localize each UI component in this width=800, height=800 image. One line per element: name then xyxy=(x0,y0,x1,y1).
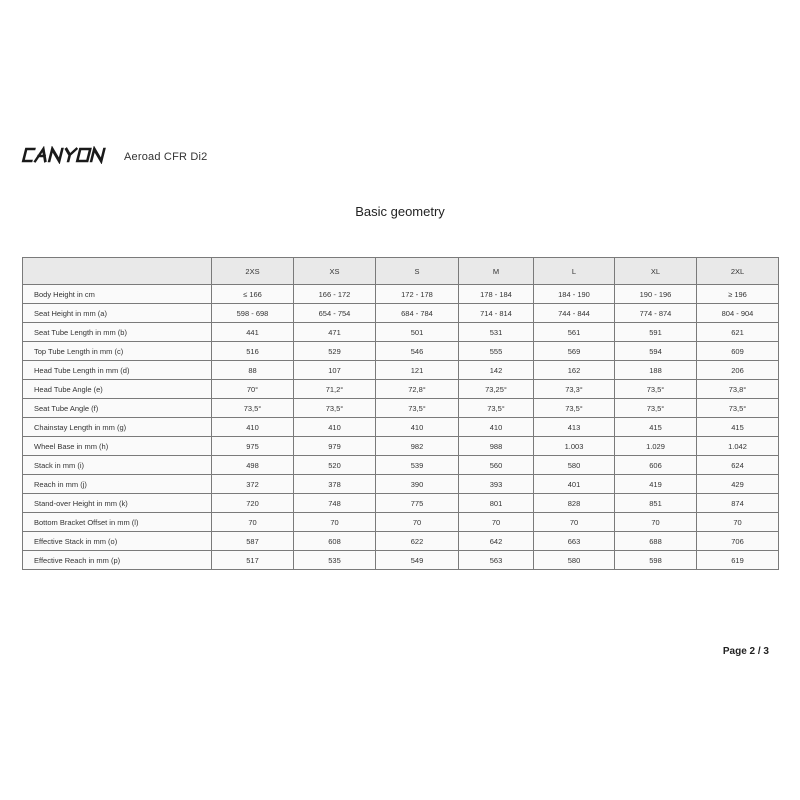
row-label: Chainstay Length in mm (g) xyxy=(23,418,212,437)
table-cell: 88 xyxy=(212,361,294,380)
table-cell: 142 xyxy=(459,361,534,380)
row-label: Top Tube Length in mm (c) xyxy=(23,342,212,361)
table-cell: 378 xyxy=(294,475,376,494)
table-cell: 684 - 784 xyxy=(376,304,459,323)
size-header-m: M xyxy=(459,258,534,285)
table-cell: 975 xyxy=(212,437,294,456)
table-cell: 172 - 178 xyxy=(376,285,459,304)
table-cell: 401 xyxy=(534,475,615,494)
size-header-2xl: 2XL xyxy=(697,258,779,285)
table-cell: 190 - 196 xyxy=(615,285,697,304)
size-header-2xs: 2XS xyxy=(212,258,294,285)
table-cell: 535 xyxy=(294,551,376,570)
table-cell: 720 xyxy=(212,494,294,513)
table-cell: 73,5° xyxy=(615,380,697,399)
table-cell: 413 xyxy=(534,418,615,437)
table-cell: 520 xyxy=(294,456,376,475)
row-label: Seat Tube Length in mm (b) xyxy=(23,323,212,342)
table-cell: 206 xyxy=(697,361,779,380)
section-title: Basic geometry xyxy=(355,204,445,219)
table-row xyxy=(23,532,779,551)
table-cell: 73,8° xyxy=(697,380,779,399)
table-cell: 415 xyxy=(615,418,697,437)
table-row xyxy=(23,418,779,437)
table-cell: 608 xyxy=(294,532,376,551)
canyon-logo xyxy=(21,146,115,164)
table-cell: 688 xyxy=(615,532,697,551)
table-cell: 851 xyxy=(615,494,697,513)
table-cell: 569 xyxy=(534,342,615,361)
table-cell: 188 xyxy=(615,361,697,380)
table-cell: 714 - 814 xyxy=(459,304,534,323)
table-cell: 73,5° xyxy=(697,399,779,418)
table-cell: 73,3° xyxy=(534,380,615,399)
table-cell: 178 - 184 xyxy=(459,285,534,304)
table-cell: 598 - 698 xyxy=(212,304,294,323)
table-cell: 70 xyxy=(294,513,376,532)
table-cell: 1.042 xyxy=(697,437,779,456)
table-cell: 410 xyxy=(459,418,534,437)
table-cell: 580 xyxy=(534,551,615,570)
table-cell: 73,5° xyxy=(294,399,376,418)
row-label: Seat Tube Angle (f) xyxy=(23,399,212,418)
table-cell: 804 - 904 xyxy=(697,304,779,323)
table-row xyxy=(23,323,779,342)
table-row xyxy=(23,437,779,456)
table-row xyxy=(23,342,779,361)
table-cell: 73,5° xyxy=(376,399,459,418)
table-cell: 619 xyxy=(697,551,779,570)
table-cell: 471 xyxy=(294,323,376,342)
table-cell: 609 xyxy=(697,342,779,361)
table-row xyxy=(23,551,779,570)
geometry-table xyxy=(22,257,779,570)
table-cell: 587 xyxy=(212,532,294,551)
table-cell: 744 - 844 xyxy=(534,304,615,323)
table-cell: 1.003 xyxy=(534,437,615,456)
table-cell: 72,8° xyxy=(376,380,459,399)
table-cell: 410 xyxy=(212,418,294,437)
table-cell: 663 xyxy=(534,532,615,551)
table-row xyxy=(23,399,779,418)
table-cell: 828 xyxy=(534,494,615,513)
table-cell: 393 xyxy=(459,475,534,494)
row-label: Reach in mm (j) xyxy=(23,475,212,494)
table-cell: 70 xyxy=(376,513,459,532)
table-cell: 874 xyxy=(697,494,779,513)
table-cell: 516 xyxy=(212,342,294,361)
row-label: Body Height in cm xyxy=(23,285,212,304)
table-cell: 748 xyxy=(294,494,376,513)
table-cell: 184 - 190 xyxy=(534,285,615,304)
table-cell: 410 xyxy=(376,418,459,437)
table-cell: 419 xyxy=(615,475,697,494)
table-cell: 563 xyxy=(459,551,534,570)
table-row xyxy=(23,475,779,494)
table-cell: 598 xyxy=(615,551,697,570)
table-cell: ≥ 196 xyxy=(697,285,779,304)
table-cell: 501 xyxy=(376,323,459,342)
table-cell: 561 xyxy=(534,323,615,342)
table-cell: 654 - 754 xyxy=(294,304,376,323)
size-header-s: S xyxy=(376,258,459,285)
table-cell: 107 xyxy=(294,361,376,380)
table-cell: 73,5° xyxy=(459,399,534,418)
table-cell: 73,25° xyxy=(459,380,534,399)
row-label: Effective Reach in mm (p) xyxy=(23,551,212,570)
row-label: Seat Height in mm (a) xyxy=(23,304,212,323)
table-cell: 166 - 172 xyxy=(294,285,376,304)
table-cell: 517 xyxy=(212,551,294,570)
table-row xyxy=(23,285,779,304)
row-label: Head Tube Angle (e) xyxy=(23,380,212,399)
table-row xyxy=(23,456,779,475)
table-cell: 70° xyxy=(212,380,294,399)
row-label: Stand-over Height in mm (k) xyxy=(23,494,212,513)
table-corner-cell xyxy=(23,258,212,285)
table-cell: 621 xyxy=(697,323,779,342)
table-cell: 624 xyxy=(697,456,779,475)
table-cell: 591 xyxy=(615,323,697,342)
table-row xyxy=(23,513,779,532)
row-label: Bottom Bracket Offset in mm (l) xyxy=(23,513,212,532)
table-cell: 560 xyxy=(459,456,534,475)
table-cell: 529 xyxy=(294,342,376,361)
row-label: Effective Stack in mm (o) xyxy=(23,532,212,551)
table-cell: 1.029 xyxy=(615,437,697,456)
svg-text:CANYON: CANYON xyxy=(21,146,26,147)
row-label: Head Tube Length in mm (d) xyxy=(23,361,212,380)
table-cell: 70 xyxy=(459,513,534,532)
table-cell: 774 - 874 xyxy=(615,304,697,323)
row-label: Stack in mm (i) xyxy=(23,456,212,475)
table-cell: 531 xyxy=(459,323,534,342)
table-row xyxy=(23,361,779,380)
table-cell: 390 xyxy=(376,475,459,494)
table-cell: 415 xyxy=(697,418,779,437)
table-cell: 555 xyxy=(459,342,534,361)
table-cell: 73,5° xyxy=(534,399,615,418)
table-cell: 498 xyxy=(212,456,294,475)
table-cell: 622 xyxy=(376,532,459,551)
table-row xyxy=(23,380,779,399)
table-cell: 429 xyxy=(697,475,779,494)
table-cell: 549 xyxy=(376,551,459,570)
table-cell: ≤ 166 xyxy=(212,285,294,304)
table-cell: 775 xyxy=(376,494,459,513)
row-label: Wheel Base in mm (h) xyxy=(23,437,212,456)
table-cell: 706 xyxy=(697,532,779,551)
table-row xyxy=(23,304,779,323)
size-header-l: L xyxy=(534,258,615,285)
table-cell: 372 xyxy=(212,475,294,494)
table-cell: 546 xyxy=(376,342,459,361)
size-header-xs: XS xyxy=(294,258,376,285)
table-cell: 982 xyxy=(376,437,459,456)
table-cell: 801 xyxy=(459,494,534,513)
table-cell: 162 xyxy=(534,361,615,380)
table-cell: 410 xyxy=(294,418,376,437)
table-cell: 539 xyxy=(376,456,459,475)
page-number: Page 2 / 3 xyxy=(722,646,769,657)
table-cell: 979 xyxy=(294,437,376,456)
size-header-xl: XL xyxy=(615,258,697,285)
table-cell: 73,5° xyxy=(212,399,294,418)
model-name: Aeroad CFR Di2 xyxy=(124,151,208,163)
table-cell: 70 xyxy=(212,513,294,532)
table-cell: 441 xyxy=(212,323,294,342)
table-cell: 580 xyxy=(534,456,615,475)
table-cell: 73,5° xyxy=(615,399,697,418)
table-header-row xyxy=(23,258,779,285)
table-cell: 606 xyxy=(615,456,697,475)
table-cell: 594 xyxy=(615,342,697,361)
table-row xyxy=(23,494,779,513)
table-cell: 642 xyxy=(459,532,534,551)
table-cell: 70 xyxy=(534,513,615,532)
table-cell: 988 xyxy=(459,437,534,456)
table-cell: 70 xyxy=(697,513,779,532)
table-cell: 71,2° xyxy=(294,380,376,399)
table-cell: 70 xyxy=(615,513,697,532)
table-cell: 121 xyxy=(376,361,459,380)
